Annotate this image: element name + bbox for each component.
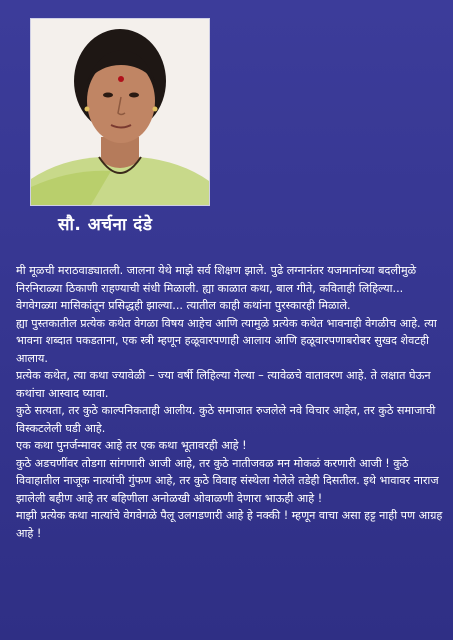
bio-paragraph: मी मूळची मराठवाड्यातली. जालना येथे माझे सर्व शिक्षण झाले. पुढे लग्नानंतर यजमानांच्या बदलीमुळे निरनिराळ्या ठिकाणी राहण्याची संधी मिळाली. ह्या काळात कथा, बाल गीते, कविताही लिहिल्या... वेगवेगळ्या मासिकांतून प्रसिद्धही झाल्या... त्यातील काही कथांना पुरस्कारही मिळाले.: [16, 264, 417, 312]
bio-paragraph: प्रत्येक कथेत, त्या कथा ज्यावेळी – ज्या वर्षी लिहिल्या गेल्या – त्यावेळचे वातावरण आहे. ते लक्षात घेऊन कथांचा आस्वाद घ्यावा.: [16, 369, 431, 400]
bio-paragraph: माझी प्रत्येक कथा नात्यांचे वेगवेगळे पैलू उलगडणारी आहे हे नक्की ! म्हणून वाचा असा हट्ट नाही पण आग्रह आहे !: [16, 509, 443, 540]
author-portrait-icon: [31, 19, 209, 205]
bio-paragraph: ह्या पुस्तकातील प्रत्येक कथेत वेगळा विषय आहेच आणि त्यामुळे प्रत्येक कथेत भावनाही वेगळीच आहे. त्या भावना शब्दात पकडताना, एक स्त्री म्हणून हळूवारपणाही आलाय आणि हळूवारपणाबरोबर सुखद शेवटही आलाय.: [16, 316, 437, 365]
bio-paragraph: कुठे अडचणींवर तोडगा सांगणारी आजी आहे, तर कुठे नातीजवळ मन मोकळं करणारी आजी ! कुठे विवाहातील नाजूक नात्यांची गुंफण आहे, तर कुठे विवाह संस्थेला गेलेले तडेही दिसतील. इथे भावावर नाराज झालेली बहीण आहे तर बहिणीला अनोळखी ओवाळणी देणारा भाऊही आहे !: [16, 456, 439, 505]
author-name: सौ. अर्चना दंडे: [58, 215, 153, 235]
bio-paragraph: कुठे सत्यता, तर कुठे काल्पनिकताही आलीय. कुठे समाजात रुजलेले नवे विचार आहेत, तर कुठे समाजाची विस्कटलेली घडी आहे.: [16, 404, 436, 435]
author-bio: [16, 262, 444, 634]
author-photo: [30, 18, 210, 206]
bio-paragraph: एक कथा पुनर्जन्मावर आहे तर एक कथा भूतावरही आहे !: [16, 439, 247, 452]
